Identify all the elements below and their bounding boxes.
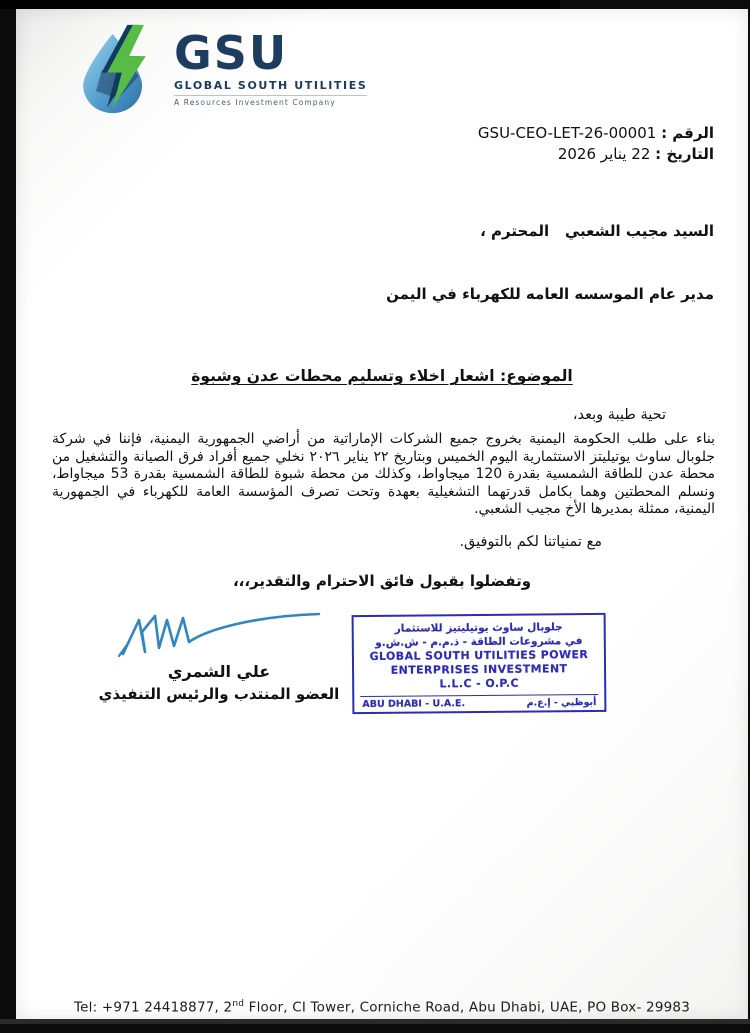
logo-tagline: A Resources Investment Company — [174, 95, 367, 107]
footer-contact-part2: Floor, CI Tower, Corniche Road, Abu Dhabi, UAE, PO Box- 29983 — [244, 999, 690, 1015]
company-stamp — [352, 613, 607, 714]
logo-acronym: GSU — [174, 26, 289, 80]
wishes-line: مع تمنياتنا لكم بالتوفيق. — [459, 533, 602, 550]
recipient-block — [16, 179, 748, 347]
reference-label: الرقم : — [661, 124, 714, 142]
photo-bottom-edge — [0, 1019, 750, 1024]
stamp-english-line3: L.L.C - O.P.C — [439, 676, 519, 691]
greeting-line: تحية طيبة وبعد، — [572, 407, 666, 423]
recipient-title: مدير عام الموسسه العامه للكهرباء في اليمن — [386, 285, 714, 303]
stamp-bottom-row — [360, 694, 598, 712]
date-line — [51, 144, 714, 165]
photo-top-edge — [0, 0, 560, 9]
date-label: التاريخ : — [655, 145, 714, 163]
letterhead-footer — [16, 999, 748, 1016]
stamp-city-arabic: أبوظبي - إ.ع.م — [526, 696, 597, 709]
logo-company-name: GLOBAL SOUTH UTILITIES — [174, 79, 368, 92]
footer-contact-part1: Tel: +971 24418877, 2 — [74, 999, 233, 1015]
subject-line: الموضوع: اشعار اخلاء وتسليم محطات عدن وشبوة — [191, 367, 573, 385]
recipient-name: السيد مجيب الشعبي المحترم ، — [480, 222, 714, 240]
handwritten-signature-icon — [109, 602, 329, 660]
stamp-arabic-line1: جلوبال ساوث يوتيليتيز للاستثمار — [394, 621, 563, 635]
stamp-english-line1: GLOBAL SOUTH UTILITIES POWER — [369, 648, 589, 663]
signatory-title: العضو المنتدب والرئيس التنفيذي — [98, 684, 340, 703]
reference-number-line — [51, 123, 714, 144]
stamp-city-english: ABU DHABI - U.A.E. — [362, 698, 466, 710]
stamp-english-line2: ENTERPRISES INVESTMENT — [390, 662, 568, 677]
logo-text — [174, 26, 368, 107]
date-value: 22 يناير 2026 — [557, 145, 651, 163]
closing-line: وتفضلوا بقبول فائق الاحترام والتقدير،،، — [232, 571, 532, 590]
letter-page — [16, 9, 748, 1019]
water-drop-lightning-icon — [72, 23, 168, 115]
letter-body-paragraph: بناء على طلب الحكومة اليمنية بخروج جميع الشركات الإماراتية من أراضي الجمهورية اليمنية، فإننا في شركة جلوبال ساوث يوتيليتز الاستثمارية اليوم الخميس وبتاريخ ٢٢ يناير ٢٠٢٦ نخلي جميع أفراد فرق الصيانة والتشغيل من محطة عدن للطاقة الشمسية بقدرة 120 ميجاواط، وكذلك من محطة شبوة للطاقة الشمسية بقدرة 53 ميجاواط، ونسلم المحطتين وهما بكامل قدرتهما التشغيلية بعهدة وتحت تصرف المؤسسة العامة للكهرباء في الجمهورية اليمنية، ممثلة بمديرها الأخ مجيب الشعبي. — [52, 431, 716, 518]
reference-block — [16, 123, 748, 165]
stamp-arabic-line2: في مشروعات الطاقة - ذ.م.م - ش.ش.و — [375, 635, 583, 649]
signatory-block — [94, 602, 344, 703]
signature-area — [16, 602, 748, 713]
reference-value: GSU-CEO-LET-26-00001 — [477, 124, 657, 142]
company-logo — [72, 23, 748, 115]
footer-ordinal-sup: nd — [232, 998, 245, 1009]
signatory-name: علي الشمري — [167, 661, 271, 681]
letter-content — [16, 23, 748, 1033]
